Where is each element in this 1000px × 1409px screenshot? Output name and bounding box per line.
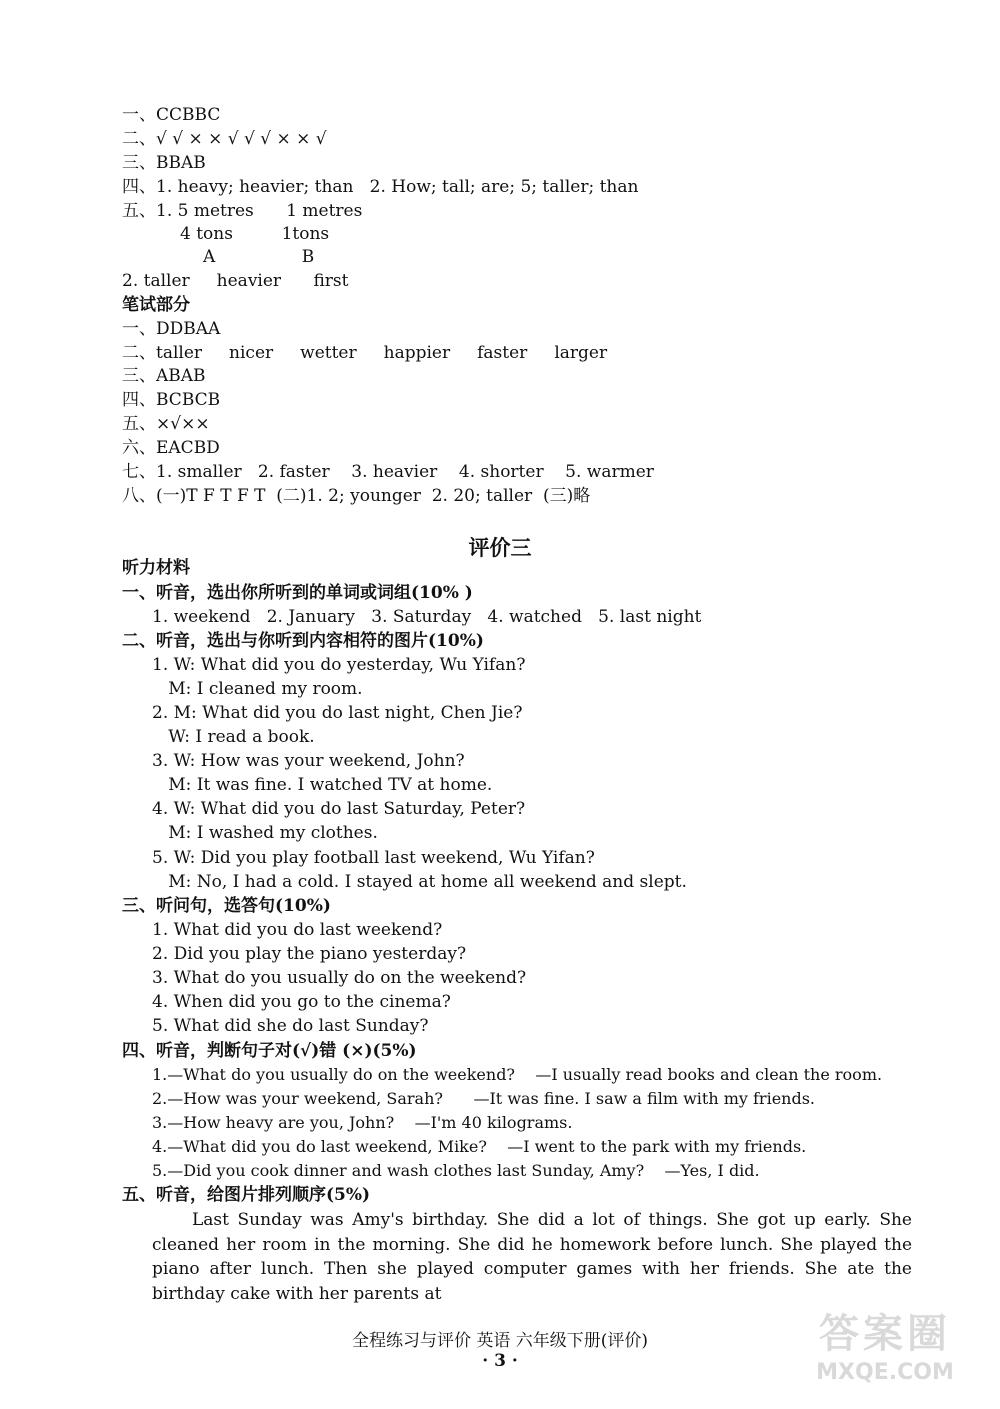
answer-line: 4 tons 1tons [180,224,330,244]
answer-line: 三、BBAB [122,153,206,173]
question-heading: 五、听音，给图片排列顺序(5%) [122,1185,371,1205]
dialog-line: 3. W: How was your weekend, John? [152,751,465,771]
page-footer: 全程练习与评价 英语 六年级下册(评价) [351,1331,649,1351]
question-heading: 二、听音，选出与你听到内容相符的图片(10%) [122,631,484,651]
section-heading: 笔试部分 [122,295,190,315]
question-heading: 一、听音，选出你所听到的单词或词组(10% ) [122,583,473,603]
answer-line: 六、EACBD [122,438,220,458]
answer-line: 七、1. smaller 2. faster 3. heavier 4. shorter 5. warmer [122,462,654,482]
answer-line: 二、√ √ × × √ √ √ × × √ [122,129,327,149]
question-line: 1. What did you do last weekend? [152,920,443,940]
answer-line: 五、×√×× [122,414,210,434]
dialog-line: 5. W: Did you play football last weekend, Wu Yifan? [152,848,595,868]
question-heading: 四、听音，判断句子对(√)错 (×)(5%) [122,1041,417,1061]
question-line: 1.—What do you usually do on the weekend? —I usually read books and clean the room. [152,1065,883,1084]
dialog-line: M: I cleaned my room. [152,679,363,699]
dialog-line: W: I read a book. [152,727,315,747]
dialog-line: 1. W: What did you do yesterday, Wu Yifan? [152,655,526,675]
dialog-line: M: No, I had a cold. I stayed at home all weekend and slept. [152,872,687,892]
watermark-logo [790,1309,980,1399]
question-line: 5.—Did you cook dinner and wash clothes last Sunday, Amy? —Yes, I did. [152,1161,760,1180]
passage-paragraph: Last Sunday was Amy's birthday. She did a lot of things. She got up early. She cleaned her room in the morning. She did he homework before lunch. She played the piano after lunch. Then she played computer games with her friends. She ate the birthday cake with her parents at [152,1210,912,1304]
dialog-line: M: I washed my clothes. [152,823,378,843]
answer-line: 2. taller heavier first [122,271,349,291]
answer-line: 五、1. 5 metres 1 metres [122,201,363,221]
question-line: 4.—What did you do last weekend, Mike? —I went to the park with my friends. [152,1137,807,1156]
watermark-url: MXQE.COM [816,1360,954,1385]
dialog-line: 2. M: What did you do last night, Chen Jie? [152,703,523,723]
answer-line: 三、ABAB [122,366,206,386]
question-line: 4. When did you go to the cinema? [152,992,451,1012]
question-heading: 三、听问句，选答句(10%) [122,896,331,916]
dialog-line: M: It was fine. I watched TV at home. [152,775,493,795]
question-line: 1. weekend 2. January 3. Saturday 4. watched 5. last night [152,607,702,627]
dialog-line: 4. W: What did you do last Saturday, Peter? [152,799,526,819]
question-line: 5. What did she do last Sunday? [152,1016,429,1036]
answer-line: 八、(一)T F T F T (二)1. 2; younger 2. 20; taller (三)略 [122,486,591,506]
answer-line: 四、BCBCB [122,390,221,410]
question-line: 2.—How was your weekend, Sarah? —It was fine. I saw a film with my friends. [152,1089,815,1108]
answer-line: 一、CCBBC [122,105,221,125]
answer-line: A B [203,247,315,267]
section-heading: 听力材料 [122,558,190,578]
answer-line: 四、1. heavy; heavier; than 2. How; tall; are; 5; taller; than [122,177,639,197]
question-line: 2. Did you play the piano yesterday? [152,944,467,964]
answer-line: 一、DDBAA [122,319,221,339]
question-line: 3.—How heavy are you, John? —I'm 40 kilograms. [152,1113,573,1132]
page-number: · 3 · [482,1351,518,1371]
answer-line: 二、taller nicer wetter happier faster larger [122,343,608,363]
watermark-text: 答案圈 [819,1311,951,1357]
page-title: 评价三 [468,535,532,560]
question-line: 3. What do you usually do on the weekend? [152,968,527,988]
